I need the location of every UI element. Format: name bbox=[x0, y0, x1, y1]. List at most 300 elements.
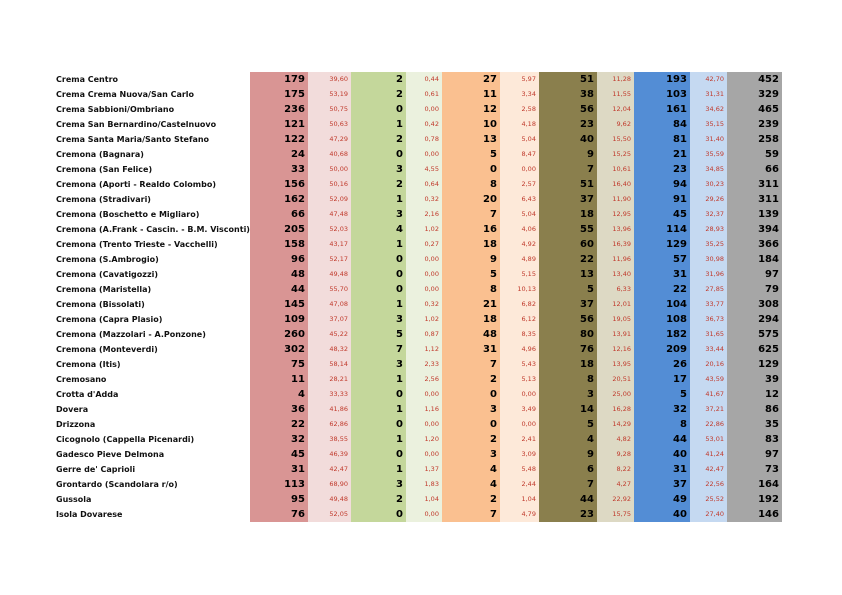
group4-count: 40 bbox=[539, 132, 597, 147]
group3-count: 8 bbox=[442, 177, 500, 192]
total-count: 35 bbox=[727, 417, 782, 432]
group2-count: 2 bbox=[351, 177, 406, 192]
group1-count: 122 bbox=[250, 132, 308, 147]
group4-count: 14 bbox=[539, 402, 597, 417]
group1-percent: 46,39 bbox=[308, 447, 351, 462]
group4-count: 5 bbox=[539, 417, 597, 432]
group4-percent: 16,39 bbox=[597, 237, 634, 252]
group1-count: 205 bbox=[250, 222, 308, 237]
group3-percent: 5,04 bbox=[500, 207, 539, 222]
group4-count: 44 bbox=[539, 492, 597, 507]
group2-percent: 0,00 bbox=[406, 267, 442, 282]
group5-count: 22 bbox=[634, 282, 690, 297]
total-count: 311 bbox=[727, 177, 782, 192]
polling-station-name: Cremona (Capra Plasio) bbox=[56, 315, 163, 324]
group5-percent: 22,86 bbox=[690, 417, 727, 432]
group1-percent: 47,48 bbox=[308, 207, 351, 222]
group3-count: 8 bbox=[442, 282, 500, 297]
total-count: 311 bbox=[727, 192, 782, 207]
group2-percent: 0,00 bbox=[406, 447, 442, 462]
group3-count: 4 bbox=[442, 462, 500, 477]
group3-count: 3 bbox=[442, 447, 500, 462]
group2-percent: 1,37 bbox=[406, 462, 442, 477]
polling-station-name: Cicognolo (Cappella Picenardi) bbox=[56, 435, 195, 444]
group5-count: 81 bbox=[634, 132, 690, 147]
group2-percent: 1,16 bbox=[406, 402, 442, 417]
group5-count: 57 bbox=[634, 252, 690, 267]
group3-count: 18 bbox=[442, 312, 500, 327]
group4-count: 18 bbox=[539, 207, 597, 222]
group2-count: 0 bbox=[351, 252, 406, 267]
group5-count: 114 bbox=[634, 222, 690, 237]
group5-percent: 20,16 bbox=[690, 357, 727, 372]
group3-count: 3 bbox=[442, 402, 500, 417]
group1-count: 175 bbox=[250, 87, 308, 102]
group2-count: 1 bbox=[351, 237, 406, 252]
group3-count: 2 bbox=[442, 372, 500, 387]
polling-station-name: Drizzona bbox=[56, 420, 96, 429]
table-row bbox=[54, 162, 782, 177]
group3-count: 18 bbox=[442, 237, 500, 252]
group1-percent: 52,17 bbox=[308, 252, 351, 267]
total-count: 139 bbox=[727, 207, 782, 222]
group3-count: 16 bbox=[442, 222, 500, 237]
group4-percent: 4,82 bbox=[597, 432, 634, 447]
group4-percent: 12,16 bbox=[597, 342, 634, 357]
total-count: 97 bbox=[727, 447, 782, 462]
group2-count: 0 bbox=[351, 282, 406, 297]
group2-count: 5 bbox=[351, 327, 406, 342]
polling-station-name: Cremona (Trento Trieste - Vacchelli) bbox=[56, 240, 218, 249]
group1-count: 32 bbox=[250, 432, 308, 447]
group4-percent: 12,04 bbox=[597, 102, 634, 117]
group4-count: 56 bbox=[539, 312, 597, 327]
group1-percent: 39,60 bbox=[308, 72, 351, 87]
group5-percent: 27,85 bbox=[690, 282, 727, 297]
group1-count: 158 bbox=[250, 237, 308, 252]
group5-count: 40 bbox=[634, 507, 690, 522]
table-row bbox=[54, 207, 782, 222]
group3-percent: 0,00 bbox=[500, 387, 539, 402]
group3-percent: 4,89 bbox=[500, 252, 539, 267]
group2-percent: 0,00 bbox=[406, 147, 442, 162]
group1-percent: 52,09 bbox=[308, 192, 351, 207]
group4-percent: 11,28 bbox=[597, 72, 634, 87]
group5-count: 193 bbox=[634, 72, 690, 87]
group3-percent: 5,15 bbox=[500, 267, 539, 282]
group5-count: 182 bbox=[634, 327, 690, 342]
polling-station-name: Dovera bbox=[56, 405, 89, 414]
total-count: 97 bbox=[727, 267, 782, 282]
group2-percent: 0,00 bbox=[406, 252, 442, 267]
polling-station-name: Cremona (A.Frank - Cascin. - B.M. Visconti) bbox=[56, 225, 250, 234]
group3-count: 4 bbox=[442, 477, 500, 492]
total-count: 308 bbox=[727, 297, 782, 312]
group5-percent: 35,15 bbox=[690, 117, 727, 132]
group2-percent: 1,20 bbox=[406, 432, 442, 447]
group1-percent: 38,55 bbox=[308, 432, 351, 447]
group1-count: 44 bbox=[250, 282, 308, 297]
group4-percent: 6,33 bbox=[597, 282, 634, 297]
group1-percent: 43,17 bbox=[308, 237, 351, 252]
group4-percent: 22,92 bbox=[597, 492, 634, 507]
group1-percent: 41,86 bbox=[308, 402, 351, 417]
group3-percent: 2,44 bbox=[500, 477, 539, 492]
group3-percent: 5,43 bbox=[500, 357, 539, 372]
group5-count: 161 bbox=[634, 102, 690, 117]
polling-station-name: Crema San Bernardino/Castelnuovo bbox=[56, 120, 217, 129]
group4-percent: 13,96 bbox=[597, 222, 634, 237]
group4-count: 55 bbox=[539, 222, 597, 237]
total-count: 329 bbox=[727, 87, 782, 102]
total-count: 239 bbox=[727, 117, 782, 132]
group1-percent: 55,70 bbox=[308, 282, 351, 297]
group5-count: 26 bbox=[634, 357, 690, 372]
group3-percent: 8,47 bbox=[500, 147, 539, 162]
group2-count: 0 bbox=[351, 447, 406, 462]
group3-percent: 5,13 bbox=[500, 372, 539, 387]
group5-percent: 35,59 bbox=[690, 147, 727, 162]
group3-count: 7 bbox=[442, 357, 500, 372]
group4-percent: 13,95 bbox=[597, 357, 634, 372]
group3-count: 12 bbox=[442, 102, 500, 117]
results-table bbox=[54, 72, 782, 522]
group2-count: 3 bbox=[351, 477, 406, 492]
polling-station-name: Cremona (Aporti - Realdo Colombo) bbox=[56, 180, 216, 189]
group3-count: 0 bbox=[442, 162, 500, 177]
group4-count: 38 bbox=[539, 87, 597, 102]
group4-percent: 16,40 bbox=[597, 177, 634, 192]
group3-count: 27 bbox=[442, 72, 500, 87]
table-row bbox=[54, 117, 782, 132]
group2-percent: 1,83 bbox=[406, 477, 442, 492]
group1-percent: 58,14 bbox=[308, 357, 351, 372]
group1-percent: 50,00 bbox=[308, 162, 351, 177]
group2-count: 0 bbox=[351, 102, 406, 117]
total-count: 146 bbox=[727, 507, 782, 522]
group1-percent: 47,08 bbox=[308, 297, 351, 312]
table-row bbox=[54, 477, 782, 492]
group2-percent: 0,78 bbox=[406, 132, 442, 147]
group5-count: 32 bbox=[634, 402, 690, 417]
group2-count: 4 bbox=[351, 222, 406, 237]
group2-count: 3 bbox=[351, 357, 406, 372]
group3-count: 7 bbox=[442, 207, 500, 222]
group3-percent: 0,00 bbox=[500, 417, 539, 432]
group4-count: 3 bbox=[539, 387, 597, 402]
group1-percent: 52,05 bbox=[308, 507, 351, 522]
group2-count: 2 bbox=[351, 72, 406, 87]
group1-count: 4 bbox=[250, 387, 308, 402]
group5-count: 129 bbox=[634, 237, 690, 252]
group4-count: 37 bbox=[539, 192, 597, 207]
group2-percent: 0,00 bbox=[406, 102, 442, 117]
group3-count: 13 bbox=[442, 132, 500, 147]
total-count: 12 bbox=[727, 387, 782, 402]
group1-count: 48 bbox=[250, 267, 308, 282]
group5-count: 209 bbox=[634, 342, 690, 357]
group5-count: 21 bbox=[634, 147, 690, 162]
table-row bbox=[54, 222, 782, 237]
group5-count: 84 bbox=[634, 117, 690, 132]
group4-count: 56 bbox=[539, 102, 597, 117]
group2-percent: 1,02 bbox=[406, 222, 442, 237]
group3-percent: 2,57 bbox=[500, 177, 539, 192]
group2-count: 2 bbox=[351, 132, 406, 147]
group3-percent: 6,43 bbox=[500, 192, 539, 207]
group5-percent: 31,96 bbox=[690, 267, 727, 282]
group4-count: 18 bbox=[539, 357, 597, 372]
table-row bbox=[54, 492, 782, 507]
polling-station-name: Isola Dovarese bbox=[56, 510, 123, 519]
group3-percent: 4,18 bbox=[500, 117, 539, 132]
group4-count: 51 bbox=[539, 177, 597, 192]
total-count: 192 bbox=[727, 492, 782, 507]
group2-percent: 1,12 bbox=[406, 342, 442, 357]
group3-count: 31 bbox=[442, 342, 500, 357]
table-row bbox=[54, 312, 782, 327]
table-row bbox=[54, 72, 782, 87]
group2-count: 3 bbox=[351, 312, 406, 327]
group5-percent: 31,40 bbox=[690, 132, 727, 147]
group4-percent: 11,55 bbox=[597, 87, 634, 102]
group2-percent: 0,42 bbox=[406, 117, 442, 132]
total-count: 366 bbox=[727, 237, 782, 252]
group1-percent: 52,03 bbox=[308, 222, 351, 237]
group3-percent: 5,04 bbox=[500, 132, 539, 147]
group4-count: 76 bbox=[539, 342, 597, 357]
group1-count: 109 bbox=[250, 312, 308, 327]
group3-count: 48 bbox=[442, 327, 500, 342]
group2-count: 2 bbox=[351, 492, 406, 507]
group1-count: 11 bbox=[250, 372, 308, 387]
group5-count: 17 bbox=[634, 372, 690, 387]
group3-count: 7 bbox=[442, 507, 500, 522]
polling-station-name: Gussola bbox=[56, 495, 92, 504]
group5-percent: 35,25 bbox=[690, 237, 727, 252]
polling-station-name: Crema Crema Nuova/San Carlo bbox=[56, 90, 195, 99]
group5-percent: 22,56 bbox=[690, 477, 727, 492]
group3-percent: 2,41 bbox=[500, 432, 539, 447]
total-count: 465 bbox=[727, 102, 782, 117]
table-row bbox=[54, 447, 782, 462]
table-row bbox=[54, 177, 782, 192]
group4-percent: 12,95 bbox=[597, 207, 634, 222]
group2-percent: 0,64 bbox=[406, 177, 442, 192]
group5-percent: 42,70 bbox=[690, 72, 727, 87]
group4-count: 23 bbox=[539, 117, 597, 132]
group5-count: 108 bbox=[634, 312, 690, 327]
group3-count: 11 bbox=[442, 87, 500, 102]
group3-percent: 3,34 bbox=[500, 87, 539, 102]
group1-count: 260 bbox=[250, 327, 308, 342]
group4-count: 60 bbox=[539, 237, 597, 252]
group4-count: 51 bbox=[539, 72, 597, 87]
group4-count: 80 bbox=[539, 327, 597, 342]
table-row bbox=[54, 507, 782, 522]
total-count: 294 bbox=[727, 312, 782, 327]
group2-count: 1 bbox=[351, 117, 406, 132]
polling-station-name: Cremona (Maristella) bbox=[56, 285, 152, 294]
group1-percent: 45,22 bbox=[308, 327, 351, 342]
group3-count: 21 bbox=[442, 297, 500, 312]
group5-count: 49 bbox=[634, 492, 690, 507]
table-row bbox=[54, 342, 782, 357]
group1-count: 45 bbox=[250, 447, 308, 462]
total-count: 39 bbox=[727, 372, 782, 387]
group3-count: 9 bbox=[442, 252, 500, 267]
group1-percent: 42,47 bbox=[308, 462, 351, 477]
group4-percent: 9,62 bbox=[597, 117, 634, 132]
group1-count: 302 bbox=[250, 342, 308, 357]
group2-percent: 0,00 bbox=[406, 282, 442, 297]
group3-percent: 5,48 bbox=[500, 462, 539, 477]
table-row bbox=[54, 147, 782, 162]
group2-count: 1 bbox=[351, 462, 406, 477]
table-row bbox=[54, 462, 782, 477]
group3-percent: 6,12 bbox=[500, 312, 539, 327]
group4-percent: 11,96 bbox=[597, 252, 634, 267]
total-count: 86 bbox=[727, 402, 782, 417]
group5-percent: 42,47 bbox=[690, 462, 727, 477]
group5-percent: 33,44 bbox=[690, 342, 727, 357]
total-count: 625 bbox=[727, 342, 782, 357]
group5-percent: 25,52 bbox=[690, 492, 727, 507]
group2-count: 1 bbox=[351, 192, 406, 207]
group4-percent: 19,05 bbox=[597, 312, 634, 327]
polling-station-name: Cremosano bbox=[56, 375, 107, 384]
group2-percent: 0,00 bbox=[406, 507, 442, 522]
total-count: 394 bbox=[727, 222, 782, 237]
group3-percent: 3,49 bbox=[500, 402, 539, 417]
group4-percent: 15,25 bbox=[597, 147, 634, 162]
group4-count: 7 bbox=[539, 477, 597, 492]
group2-percent: 0,00 bbox=[406, 387, 442, 402]
group4-count: 9 bbox=[539, 147, 597, 162]
group4-percent: 13,40 bbox=[597, 267, 634, 282]
group3-percent: 0,00 bbox=[500, 162, 539, 177]
group4-count: 5 bbox=[539, 282, 597, 297]
group4-count: 22 bbox=[539, 252, 597, 267]
group3-percent: 2,58 bbox=[500, 102, 539, 117]
table-row bbox=[54, 327, 782, 342]
group1-percent: 40,68 bbox=[308, 147, 351, 162]
polling-station-name: Cremona (Stradivari) bbox=[56, 195, 151, 204]
total-count: 129 bbox=[727, 357, 782, 372]
group1-count: 75 bbox=[250, 357, 308, 372]
total-count: 79 bbox=[727, 282, 782, 297]
group4-count: 9 bbox=[539, 447, 597, 462]
group1-count: 22 bbox=[250, 417, 308, 432]
group1-count: 236 bbox=[250, 102, 308, 117]
polling-station-name: Cremona (Bagnara) bbox=[56, 150, 144, 159]
group4-percent: 9,28 bbox=[597, 447, 634, 462]
polling-station-name: Crema Sabbioni/Ombriano bbox=[56, 105, 175, 114]
polling-station-name: Cremona (Monteverdi) bbox=[56, 345, 158, 354]
group3-percent: 10,13 bbox=[500, 282, 539, 297]
table-row bbox=[54, 252, 782, 267]
group4-percent: 8,22 bbox=[597, 462, 634, 477]
group4-count: 23 bbox=[539, 507, 597, 522]
group4-percent: 15,50 bbox=[597, 132, 634, 147]
group2-percent: 2,16 bbox=[406, 207, 442, 222]
group3-percent: 4,92 bbox=[500, 237, 539, 252]
group4-count: 13 bbox=[539, 267, 597, 282]
total-count: 575 bbox=[727, 327, 782, 342]
group1-percent: 37,07 bbox=[308, 312, 351, 327]
table-row bbox=[54, 357, 782, 372]
polling-station-name: Cremona (Mazzolari - A.Ponzone) bbox=[56, 330, 206, 339]
table-row bbox=[54, 87, 782, 102]
group2-count: 7 bbox=[351, 342, 406, 357]
table-row bbox=[54, 417, 782, 432]
group5-percent: 34,62 bbox=[690, 102, 727, 117]
polling-station-name: Cremona (S.Ambrogio) bbox=[56, 255, 159, 264]
total-count: 452 bbox=[727, 72, 782, 87]
group5-percent: 41,24 bbox=[690, 447, 727, 462]
total-count: 258 bbox=[727, 132, 782, 147]
group4-percent: 12,01 bbox=[597, 297, 634, 312]
group4-count: 37 bbox=[539, 297, 597, 312]
polling-station-name: Cremona (Bissolati) bbox=[56, 300, 145, 309]
group2-count: 0 bbox=[351, 387, 406, 402]
group1-percent: 62,86 bbox=[308, 417, 351, 432]
table-row bbox=[54, 267, 782, 282]
group2-count: 0 bbox=[351, 267, 406, 282]
group5-percent: 29,26 bbox=[690, 192, 727, 207]
group3-percent: 1,04 bbox=[500, 492, 539, 507]
group1-percent: 50,75 bbox=[308, 102, 351, 117]
group5-percent: 31,31 bbox=[690, 87, 727, 102]
group5-percent: 32,37 bbox=[690, 207, 727, 222]
group4-count: 8 bbox=[539, 372, 597, 387]
group5-count: 45 bbox=[634, 207, 690, 222]
total-count: 66 bbox=[727, 162, 782, 177]
group3-percent: 3,09 bbox=[500, 447, 539, 462]
group1-percent: 50,16 bbox=[308, 177, 351, 192]
group1-percent: 33,33 bbox=[308, 387, 351, 402]
group5-percent: 53,01 bbox=[690, 432, 727, 447]
group5-count: 23 bbox=[634, 162, 690, 177]
group1-percent: 53,19 bbox=[308, 87, 351, 102]
group3-percent: 4,06 bbox=[500, 222, 539, 237]
polling-station-name: Cremona (Itis) bbox=[56, 360, 121, 369]
group1-count: 113 bbox=[250, 477, 308, 492]
group2-percent: 2,33 bbox=[406, 357, 442, 372]
group1-count: 36 bbox=[250, 402, 308, 417]
polling-station-name: Cremona (Boschetto e Migliaro) bbox=[56, 210, 200, 219]
group5-count: 31 bbox=[634, 267, 690, 282]
table-row bbox=[54, 132, 782, 147]
group1-count: 66 bbox=[250, 207, 308, 222]
group3-count: 20 bbox=[442, 192, 500, 207]
group2-percent: 4,55 bbox=[406, 162, 442, 177]
total-count: 164 bbox=[727, 477, 782, 492]
group4-percent: 4,27 bbox=[597, 477, 634, 492]
table-row bbox=[54, 387, 782, 402]
table-row bbox=[54, 432, 782, 447]
group3-percent: 4,79 bbox=[500, 507, 539, 522]
group5-count: 40 bbox=[634, 447, 690, 462]
group1-percent: 50,63 bbox=[308, 117, 351, 132]
polling-station-name: Crema Centro bbox=[56, 75, 119, 84]
group5-percent: 30,98 bbox=[690, 252, 727, 267]
group4-percent: 14,29 bbox=[597, 417, 634, 432]
group2-count: 3 bbox=[351, 162, 406, 177]
group1-percent: 48,32 bbox=[308, 342, 351, 357]
table-row bbox=[54, 282, 782, 297]
group5-percent: 34,85 bbox=[690, 162, 727, 177]
